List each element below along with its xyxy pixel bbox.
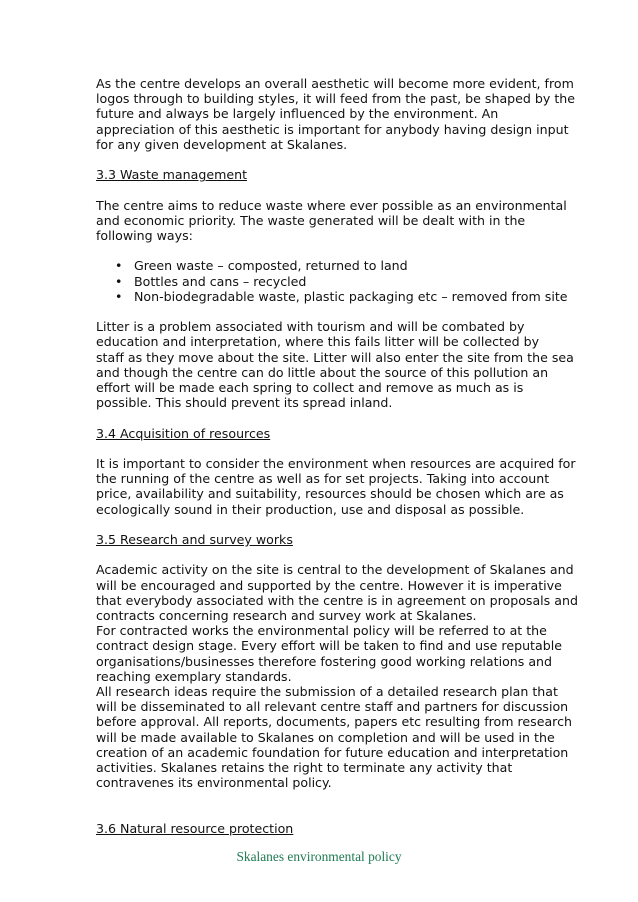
- text-line: education and interpretation, where this fails litter will be collected by: [96, 334, 540, 350]
- section-heading-waste-management: 3.3 Waste management: [96, 167, 248, 183]
- text-line: and economic priority. The waste generated will be dealt with in the: [96, 212, 526, 228]
- bullet-icon: •: [115, 288, 123, 304]
- text-line: price, availability and suitability, resources should be chosen which are as: [96, 486, 564, 502]
- bullet-icon: •: [115, 273, 123, 289]
- text-line: will be encouraged and supported by the centre. However it is imperative: [96, 577, 562, 593]
- text-line: contravenes its environmental policy.: [96, 775, 332, 791]
- text-line: the running of the centre as well as for set projects. Taking into account: [96, 471, 550, 487]
- list-item-text: Bottles and cans – recycled: [134, 273, 307, 289]
- text-line: appreciation of this aesthetic is important for anybody having design input: [96, 121, 569, 137]
- text-line: future and always be largely influenced by the environment. An: [96, 106, 499, 122]
- text-line: contract design stage. Every effort will be taken to find and use reputable: [96, 638, 562, 654]
- list-item-text: Green waste – composted, returned to land: [134, 258, 408, 274]
- text-line: For contracted works the environmental policy will be referred to at the: [96, 623, 547, 639]
- section-heading-natural-resource: 3.6 Natural resource protection: [96, 820, 294, 836]
- text-line: reaching exemplary standards.: [96, 668, 292, 684]
- bullet-icon: •: [115, 258, 123, 274]
- text-line: will be disseminated to all relevant centre staff and partners for discussion: [96, 699, 569, 715]
- section-heading-acquisition: 3.4 Acquisition of resources: [96, 425, 271, 441]
- list-item: [113, 274, 546, 289]
- text-line: will be made available to Skalanes on completion and will be used in the: [96, 729, 555, 745]
- waste-bullet-list: [96, 258, 568, 304]
- text-line: possible. This should prevent its spread inland.: [96, 395, 393, 411]
- text-line: ecologically sound in their production, use and disposal as possible.: [96, 501, 525, 517]
- intro-paragraph: [96, 76, 576, 152]
- acquisition-paragraph: [96, 455, 576, 517]
- list-item: [113, 288, 568, 304]
- text-line: contracts concerning research and survey work at Skalanes.: [96, 607, 477, 623]
- document-page: [96, 76, 578, 836]
- text-line: logos through to building styles, it will feed from the past, be shaped by the: [96, 91, 576, 107]
- text-line: following ways:: [96, 228, 193, 243]
- text-line: Academic activity on the site is central to the development of Skalanes and: [96, 562, 574, 578]
- text-line: Litter is a problem associated with tourism and will be combated by: [96, 319, 525, 335]
- research-paragraph: [96, 562, 578, 791]
- list-item: [113, 258, 546, 273]
- section-heading-research: 3.5 Research and survey works: [96, 531, 293, 547]
- text-line: As the centre develops an overall aesthetic will become more evident, from: [96, 76, 574, 91]
- text-line: and though the centre can do little about the source of this pollution an: [96, 364, 549, 380]
- text-line: for any given development at Skalanes.: [96, 136, 348, 152]
- text-line: It is important to consider the environment when resources are acquired for: [96, 455, 576, 471]
- text-line: All research ideas require the submission of a detailed research plan that: [96, 684, 558, 699]
- waste-intro-paragraph: [96, 197, 567, 244]
- text-line: that everybody associated with the centre is in agreement on proposals and: [96, 592, 578, 608]
- text-line: creation of an academic foundation for future education and interpretation: [96, 744, 569, 760]
- text-line: effort will be made each spring to collect and remove as much as is: [96, 380, 524, 395]
- text-line: activities. Skalanes retains the right to terminate any activity that: [96, 760, 513, 776]
- text-line: staff as they move about the site. Litter will also enter the site from the sea: [96, 349, 574, 365]
- text-line: The centre aims to reduce waste where ever possible as an environmental: [96, 197, 567, 213]
- page-footer: Skalanes environmental policy: [236, 849, 402, 864]
- litter-paragraph: [96, 319, 574, 411]
- text-line: before approval. All reports, documents, papers etc resulting from research: [96, 714, 572, 730]
- list-item-text: Non-biodegradable waste, plastic packaging etc – removed from site: [134, 288, 568, 304]
- text-line: organisations/businesses therefore fostering good working relations and: [96, 653, 553, 669]
